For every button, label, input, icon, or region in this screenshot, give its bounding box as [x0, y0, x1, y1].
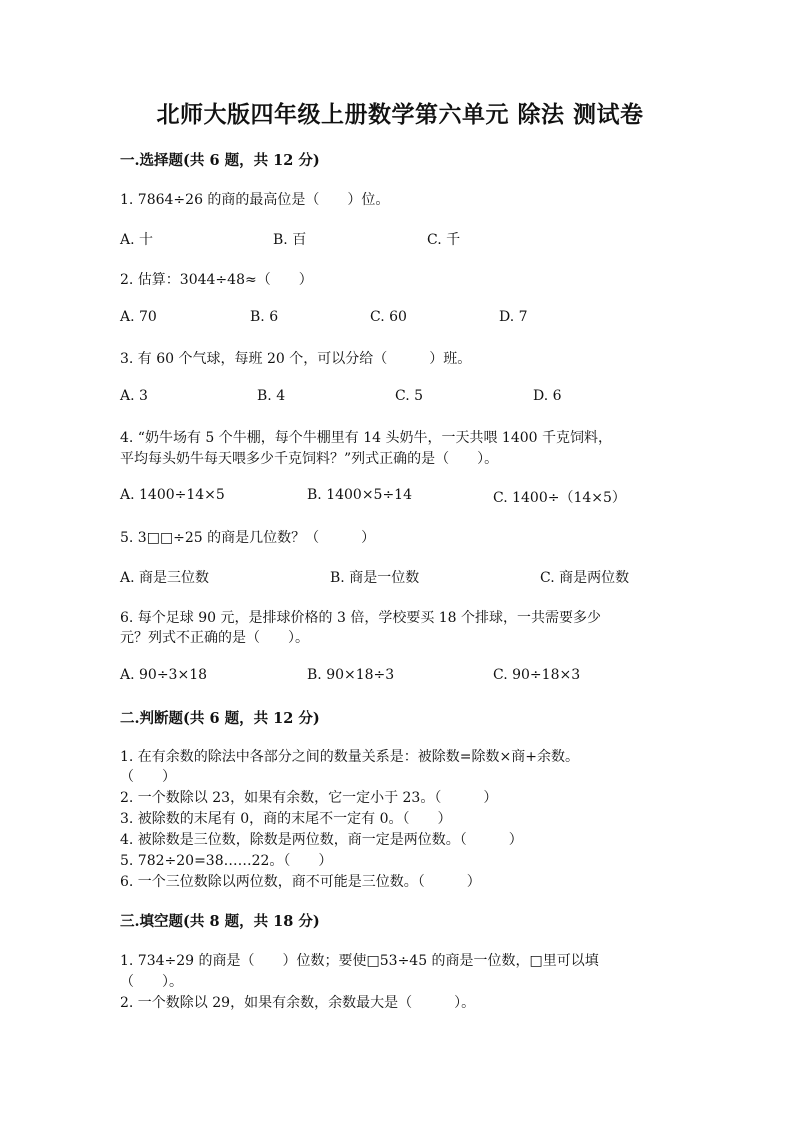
option-a: A. 十: [120, 232, 154, 248]
question-6-line-1: 6. 每个足球 90 元，是排球价格的 3 倍，学校要买 18 个排球，一共需要多少: [120, 610, 602, 626]
option-c: C. 千: [427, 232, 461, 248]
option-b: B. 1400×5÷14: [307, 487, 412, 503]
question-3: 3. 有 60 个气球，每班 20 个，可以分给（ ）班。: [120, 351, 472, 367]
question-4-line-1: 4. “奶牛场有 5 个牛棚，每个牛棚里有 14 头奶牛，一天共喂 1400 千克饲料，: [120, 430, 613, 446]
option-d: D. 6: [533, 388, 562, 404]
question-1: 1. 7864÷26 的商的最高位是（ ）位。: [120, 192, 390, 208]
fill-2: 2. 一个数除以 29，如果有余数，余数最大是（ ）。: [120, 995, 476, 1011]
option-a: A. 3: [120, 388, 148, 404]
page-title: 北师大版四年级上册数学第六单元 除法 测试卷: [156, 101, 644, 128]
option-c: C. 5: [395, 388, 424, 404]
judgment-1-blank: （ ）: [120, 769, 176, 785]
option-c: C. 60: [370, 309, 407, 325]
option-d: D. 7: [499, 309, 528, 325]
option-c: C. 1400÷（14×5）: [493, 490, 626, 506]
option-a: A. 70: [120, 309, 157, 325]
section-heading-fill: 三.填空题(共 8 题，共 18 分): [120, 913, 320, 930]
section-heading-judgment: 二.判断题(共 6 题，共 12 分): [120, 710, 320, 727]
judgment-2: 2. 一个数除以 23，如果有余数，它一定小于 23。（ ）: [120, 790, 498, 806]
question-2: 2. 估算：3044÷48≈（ ）: [120, 272, 313, 288]
option-c: C. 商是两位数: [540, 570, 630, 586]
option-b: B. 百: [273, 232, 307, 248]
option-b: B. 90×18÷3: [307, 667, 395, 683]
section-heading-choice: 一.选择题(共 6 题，共 12 分): [120, 152, 320, 169]
judgment-6: 6. 一个三位数除以两位数，商不可能是三位数。（ ）: [120, 874, 481, 890]
question-5: 5. 3□□÷25 的商是几位数？（ ）: [120, 530, 376, 546]
option-c: C. 90÷18×3: [493, 667, 581, 683]
option-a: A. 商是三位数: [120, 570, 210, 586]
judgment-4: 4. 被除数是三位数，除数是两位数，商一定是两位数。（ ）: [120, 832, 523, 848]
option-a: A. 1400÷14×5: [120, 487, 225, 503]
question-4-line-2: 平均每头奶牛每天喂多少千克饲料？”列式正确的是（ ）。: [120, 451, 499, 467]
fill-1-line-1: 1. 734÷29 的商是（ ）位数；要使□53÷45 的商是一位数，□里可以填: [120, 953, 599, 969]
option-b: B. 商是一位数: [330, 570, 420, 586]
option-a: A. 90÷3×18: [120, 667, 208, 683]
fill-1-line-2: （ ）。: [120, 974, 183, 990]
judgment-3: 3. 被除数的末尾有 0，商的末尾不一定有 0。（ ）: [120, 811, 452, 827]
judgment-1: 1. 在有余数的除法中各部分之间的数量关系是：被除数=除数×商+余数。: [120, 749, 579, 765]
option-b: B. 4: [257, 388, 286, 404]
option-b: B. 6: [250, 309, 279, 325]
judgment-5: 5. 782÷20=38……22。（ ）: [120, 853, 333, 869]
question-6-line-2: 元？列式不正确的是（ ）。: [120, 630, 309, 646]
